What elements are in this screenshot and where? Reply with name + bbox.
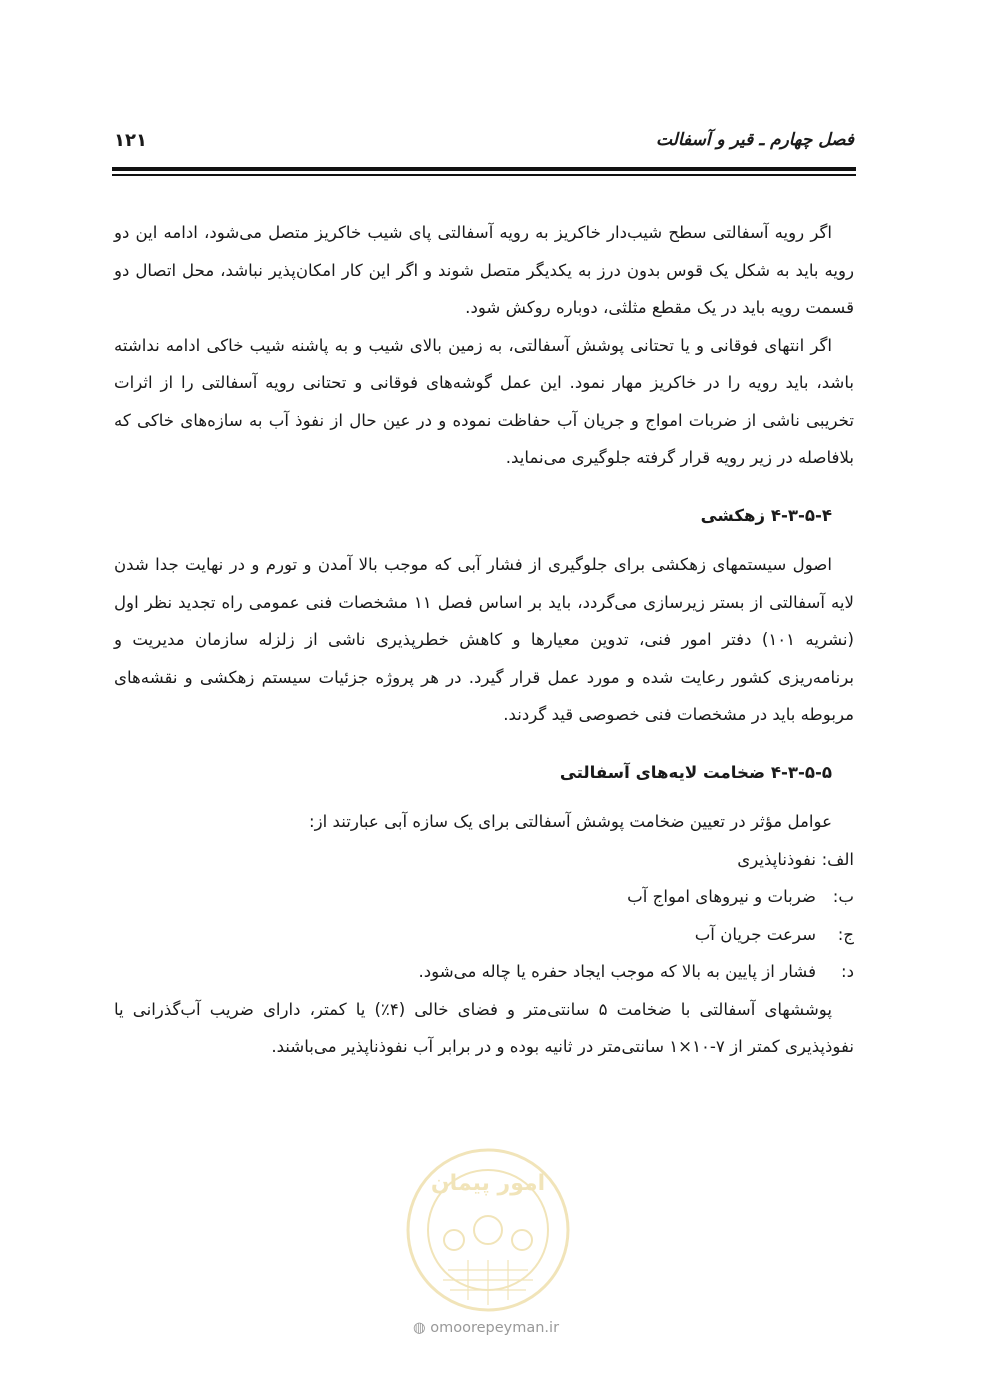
paragraph: پوششهای آسفالتی با ضخامت ۵ سانتی‌متر و فضای خالی (۴٪) یا کمتر، دارای ضریب آب‌گذرانی یا نفوذپذیری کمتر از ۷-۱۰×۱ سانتی‌متر در ثانیه بوده و در برابر آب نفوذناپذیر می‌باشند. xyxy=(114,999,854,1056)
list-item xyxy=(114,878,854,916)
watermark-url-text: omoorepeyman.ir xyxy=(430,1320,560,1336)
list-text: سرعت جریان آب xyxy=(694,924,816,944)
header-rule-thin xyxy=(112,174,856,176)
list-item xyxy=(114,916,854,954)
paragraph: اگر رویه آسفالتی سطح شیب‌دار خاکریز به رویه آسفالتی پای شیب خاکریز متصل می‌شود، ادامه این دو رویه باید به شکل یک قوس بدون درز به یکدیگر متصل شوند و اگر این کار امکان‌پذیر نباشد، محل اتصال دو قسمت رویه باید در یک مقطع مثلثی، دوباره روکش شود. xyxy=(114,223,854,317)
paragraph: عوامل مؤثر در تعیین ضخامت پوشش آسفالتی برای یک سازه آبی عبارتند از: xyxy=(309,812,832,831)
page-number: ۱۲۱ xyxy=(114,130,147,151)
factor-list xyxy=(114,841,854,991)
list-item xyxy=(114,953,854,991)
page-body xyxy=(114,214,854,1066)
list-item xyxy=(114,841,854,879)
list-marker: الف: xyxy=(821,849,854,869)
list-text: فشار از پایین به بالا که موجب ایجاد حفره یا چاله می‌شود. xyxy=(418,962,816,981)
section-heading: ۴-۳-۵-۵ ضخامت لایه‌های آسفالتی xyxy=(559,762,832,782)
globe-icon: ◍ xyxy=(412,1320,426,1336)
header-rule-thick xyxy=(112,167,856,171)
list-text: نفوذناپذیری xyxy=(737,849,816,869)
list-marker: د: xyxy=(841,962,854,981)
list-text: ضربات و نیروهای امواج آب xyxy=(627,887,816,906)
watermark-logo xyxy=(388,1120,588,1335)
paragraph: اصول سیستمهای زهکشی برای جلوگیری از فشار آبی که موجب بالا آمدن و تورم و در نهایت جدا شدن لایه آسفالتی از بستر زیرسازی می‌گردد، باید بر اساس فصل ۱۱ مشخصات فنی عمومی راه تجدید نظر اول (نشریه ۱۰۱) دفتر امور فنی، تدوین معیارها و کاهش خطرپذیری ناشی از زلزله سازمان مدیریت و برنامه‌ریزی کشور رعایت شده و مورد عمل قرار گیرد. در هر پروژه جزئیات سیستم زهکشی و نقشه‌های مربوطه باید در مشخصات فنی خصوصی قید گردند. xyxy=(114,555,854,724)
chapter-title: فصل چهارم ـ قیر و آسفالت xyxy=(655,130,854,150)
watermark-text: امور پیمان xyxy=(430,1171,546,1196)
list-marker: ب: xyxy=(832,887,854,906)
list-marker: ج: xyxy=(837,924,854,944)
watermark-url xyxy=(386,1320,586,1336)
section-heading: ۴-۳-۵-۴ زهکشی xyxy=(700,505,832,525)
paragraph: اگر انتهای فوقانی و یا تحتانی پوشش آسفالتی، به زمین بالای شیب و به پاشنه شیب خاکی ادامه نداشته باشد، باید رویه را در خاکریز مهار نمود. این عمل گوشه‌های فوقانی و تحتانی رویه آسفالتی را از اثرات تخریبی ناشی از ضربات امواج و جریان آب حفاظت نموده و در عین حال از نفوذ آب به سازه‌های خاکی که بلافاصله در زیر رویه قرار گرفته جلوگیری می‌نماید. xyxy=(114,335,854,467)
page-header xyxy=(114,130,854,160)
